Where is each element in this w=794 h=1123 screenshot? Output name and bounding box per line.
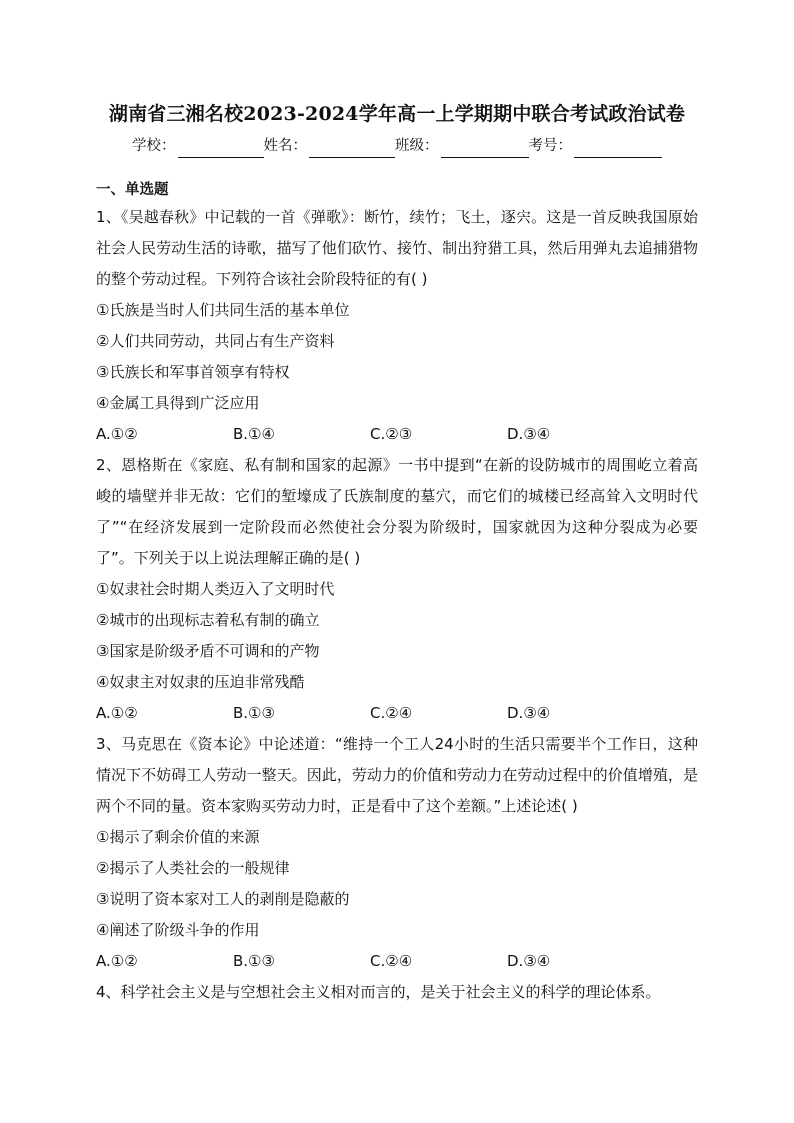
- exam-title: 湖南省三湘名校2023-2024学年高一上学期期中联合考试政治试卷: [108, 103, 686, 125]
- question-option: ②揭示了人类社会的一般规律: [96, 859, 290, 877]
- school-field: [132, 134, 264, 158]
- answer-choice-b[interactable]: B.①③: [233, 704, 275, 722]
- class-label: 班级：: [395, 138, 439, 154]
- number-field: [529, 134, 663, 158]
- question-option: ②城市的出现标志着私有制的确立: [96, 611, 320, 629]
- answer-choice-a[interactable]: A.①②: [96, 704, 138, 722]
- question-option: ①奴隶社会时期人类迈入了文明时代: [96, 580, 335, 598]
- answer-choice-b[interactable]: B.①③: [233, 952, 275, 970]
- question-1: [96, 202, 698, 450]
- answer-choice-a[interactable]: A.①②: [96, 425, 138, 443]
- number-label: 考号：: [528, 138, 572, 154]
- answer-choice-d[interactable]: D.③④: [507, 425, 551, 443]
- answer-choices: [96, 419, 698, 450]
- class-blank[interactable]: [441, 140, 529, 158]
- question-option: ④奴隶主对奴隶的压迫非常残酷: [96, 673, 305, 691]
- question-option: ③氏族长和军事首领享有特权: [96, 363, 290, 381]
- question-option: ①氏族是当时人们共同生活的基本单位: [96, 301, 350, 319]
- question-option: ②人们共同劳动，共同占有生产资料: [96, 332, 335, 350]
- school-blank[interactable]: [178, 140, 264, 158]
- question-option: ①揭示了剩余价值的来源: [96, 828, 260, 846]
- question-stem: 4、科学社会主义是与空想社会主义相对而言的，是关于社会主义的科学的理论体系。: [96, 983, 661, 1001]
- question-option: ④金属工具得到广泛应用: [96, 394, 260, 412]
- answer-choice-c[interactable]: C.②④: [370, 704, 413, 722]
- question-option: ④阐述了阶级斗争的作用: [96, 921, 260, 939]
- answer-choice-c[interactable]: C.②③: [370, 425, 413, 443]
- name-field: [264, 134, 396, 158]
- answer-choices: [96, 946, 698, 977]
- question-2: [96, 450, 698, 729]
- question-4: [96, 977, 698, 1008]
- question-stem: 3、马克思在《资本论》中论述道：“维持一个工人24小时的生活只需要半个工作日，这种情况下不妨碍工人劳动一整天。因此，劳动力的价值和劳动力在劳动过程中的价值增殖，是两个不同的量。资本家购买劳动力时，正是看中了这个差额。”上述论述( ): [96, 735, 698, 815]
- name-blank[interactable]: [309, 140, 395, 158]
- student-info-row: [0, 134, 794, 158]
- name-label: 姓名：: [263, 138, 307, 154]
- answer-choice-d[interactable]: D.③④: [507, 704, 551, 722]
- answer-choice-b[interactable]: B.①④: [233, 425, 275, 443]
- answer-choice-a[interactable]: A.①②: [96, 952, 138, 970]
- school-label: 学校：: [132, 138, 176, 154]
- number-blank[interactable]: [574, 140, 662, 158]
- section-title: 一、单选题: [96, 182, 169, 198]
- question-option: ③国家是阶级矛盾不可调和的产物: [96, 642, 320, 660]
- answer-choices: [96, 698, 698, 729]
- question-3: [96, 729, 698, 977]
- answer-choice-c[interactable]: C.②④: [370, 952, 413, 970]
- question-stem: 2、恩格斯在《家庭、私有制和国家的起源》一书中提到“在新的设防城市的周围屹立着高峻的墙壁并非无故：它们的堑壕成了氏族制度的墓穴，而它们的城楼已经高耸入文明时代了”“在经济发展到一定阶段而必然使社会分裂为阶级时，国家就因为这种分裂成为必要了”。下列关于以上说法理解正确的是( ): [96, 456, 698, 567]
- questions-container: [96, 202, 698, 1008]
- question-option: ③说明了资本家对工人的剥削是隐蔽的: [96, 890, 350, 908]
- class-field: [395, 134, 529, 158]
- answer-choice-d[interactable]: D.③④: [507, 952, 551, 970]
- question-stem: 1、《吴越春秋》中记载的一首《弹歌》：断竹，续竹；飞土，逐宍。这是一首反映我国原始社会人民劳动生活的诗歌，描写了他们砍竹、接竹、制出狩猎工具，然后用弹丸去追捕猎物的整个劳动过程。下列符合该社会阶段特征的有( ): [96, 208, 698, 288]
